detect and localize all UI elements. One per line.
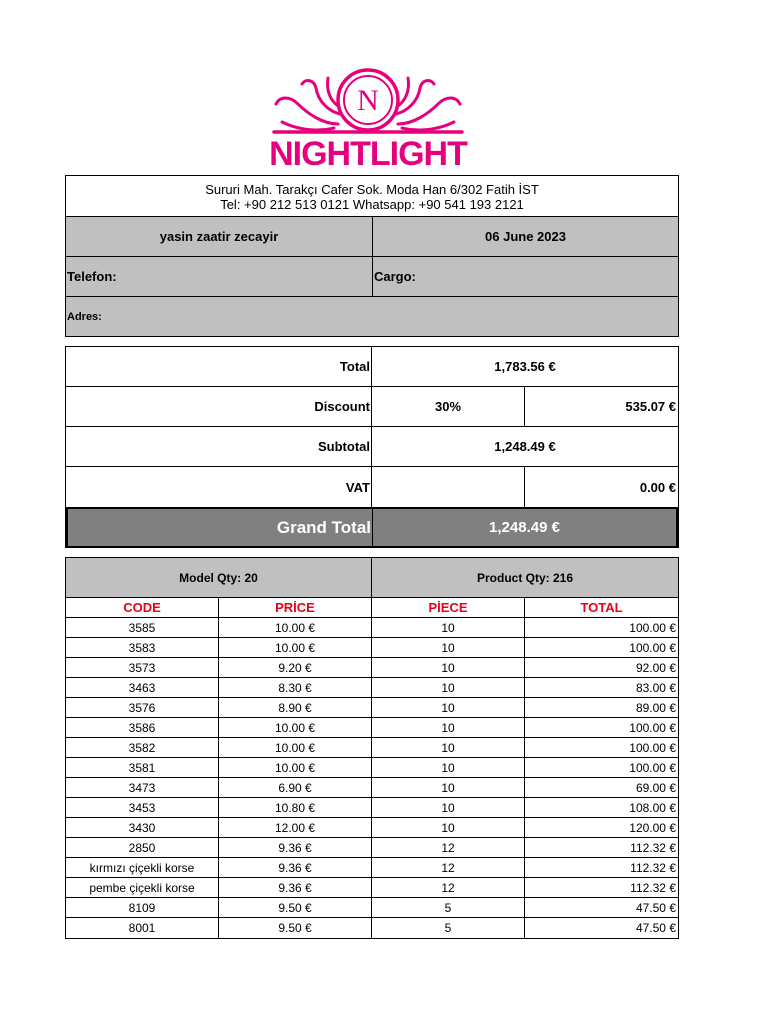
- col-total: TOTAL: [580, 600, 623, 615]
- table-row: [66, 678, 678, 698]
- item-code: 3576: [66, 698, 219, 717]
- item-piece: 10: [372, 618, 525, 637]
- table-row: [66, 838, 678, 858]
- discount-row: [66, 387, 678, 427]
- item-total: 100.00 €: [629, 720, 676, 735]
- item-piece: 10: [372, 698, 525, 717]
- item-price: 10.00 €: [219, 618, 372, 637]
- item-price: 8.30 €: [219, 678, 372, 697]
- item-code: 3585: [66, 618, 219, 637]
- table-row: [66, 878, 678, 898]
- item-code: 3582: [66, 738, 219, 757]
- table-row: [66, 898, 678, 918]
- item-price: 8.90 €: [219, 698, 372, 717]
- grand-total-value: 1,248.49 €: [489, 519, 560, 536]
- table-row: [66, 918, 678, 938]
- item-price: 9.36 €: [219, 878, 372, 897]
- total-label: Total: [66, 347, 372, 386]
- item-code: 3453: [66, 798, 219, 817]
- item-total: 83.00 €: [635, 680, 676, 695]
- subtotal-value: 1,248.49 €: [494, 439, 556, 454]
- item-piece: 12: [372, 858, 525, 877]
- item-total: 69.00 €: [635, 780, 676, 795]
- item-piece: 12: [372, 838, 525, 857]
- table-row: [66, 658, 678, 678]
- item-code: 3581: [66, 758, 219, 777]
- totals-table: [65, 346, 679, 548]
- item-total: 47.50 €: [635, 921, 676, 935]
- table-row: [66, 758, 678, 778]
- item-piece: 5: [372, 898, 525, 917]
- col-code: CODE: [66, 598, 219, 617]
- item-price: 12.00 €: [219, 818, 372, 837]
- discount-percent: 30%: [372, 387, 525, 426]
- company-contact: Tel: +90 212 513 0121 Whatsapp: +90 541 193 2121: [220, 197, 524, 212]
- column-header-row: [66, 598, 678, 618]
- table-row: [66, 718, 678, 738]
- table-row: [66, 818, 678, 838]
- vat-value: 0.00 €: [639, 479, 676, 495]
- item-code: 3573: [66, 658, 219, 677]
- company-address: Sururi Mah. Tarakçı Cafer Sok. Moda Han 6/302 Fatih İST: [205, 182, 539, 197]
- item-code: 8001: [66, 918, 219, 938]
- grand-total-row: [66, 507, 678, 548]
- item-piece: 10: [372, 818, 525, 837]
- grand-total-label: Grand Total: [68, 509, 373, 546]
- item-total: 100.00 €: [629, 640, 676, 655]
- item-price: 10.00 €: [219, 638, 372, 657]
- col-price: PRİCE: [219, 598, 372, 617]
- discount-label: Discount: [66, 387, 372, 426]
- discount-value: 535.07 €: [625, 399, 676, 414]
- table-row: [66, 638, 678, 658]
- item-piece: 10: [372, 778, 525, 797]
- subtotal-label: Subtotal: [66, 427, 372, 466]
- item-price: 9.50 €: [219, 898, 372, 917]
- item-total: 112.32 €: [630, 880, 676, 895]
- item-piece: 5: [372, 918, 525, 938]
- item-price: 9.36 €: [219, 858, 372, 877]
- cargo-label: Cargo:: [372, 256, 679, 297]
- item-piece: 10: [372, 638, 525, 657]
- qty-summary-row: [66, 558, 678, 598]
- item-code: kırmızı çiçekli korse: [66, 858, 219, 877]
- item-total: 120.00 €: [629, 820, 676, 835]
- invoice-date: 06 June 2023: [372, 216, 679, 257]
- item-total: 112.32 €: [630, 860, 676, 875]
- vat-blank: [372, 467, 525, 507]
- vat-label: VAT: [66, 467, 372, 507]
- item-piece: 12: [372, 878, 525, 897]
- item-price: 10.80 €: [219, 798, 372, 817]
- address-label: Adres:: [65, 296, 679, 337]
- item-piece: 10: [372, 798, 525, 817]
- brand-logo: [268, 66, 468, 172]
- item-total: 112.32 €: [630, 840, 676, 855]
- table-row: [66, 698, 678, 718]
- item-piece: 10: [372, 678, 525, 697]
- item-code: 3463: [66, 678, 219, 697]
- item-code: 3473: [66, 778, 219, 797]
- item-code: pembe çiçekli korse: [66, 878, 219, 897]
- item-price: 10.00 €: [219, 718, 372, 737]
- item-price: 10.00 €: [219, 758, 372, 777]
- total-row: [66, 347, 678, 387]
- model-qty: Model Qty: 20: [66, 558, 372, 597]
- item-total: 100.00 €: [629, 740, 676, 755]
- table-row: [66, 858, 678, 878]
- item-code: 3430: [66, 818, 219, 837]
- item-piece: 10: [372, 718, 525, 737]
- product-qty: Product Qty: 216: [476, 570, 574, 585]
- item-price: 6.90 €: [219, 778, 372, 797]
- item-price: 9.50 €: [219, 918, 372, 938]
- invoice-header: [65, 175, 679, 337]
- item-total: 92.00 €: [635, 660, 676, 675]
- item-total: 100.00 €: [629, 620, 676, 635]
- item-piece: 10: [372, 738, 525, 757]
- item-total: 100.00 €: [629, 760, 676, 775]
- col-piece: PİECE: [372, 598, 525, 617]
- subtotal-row: [66, 427, 678, 467]
- phone-label: Telefon:: [65, 256, 373, 297]
- vat-row: [66, 467, 678, 507]
- item-code: 2850: [66, 838, 219, 857]
- logo-initial: N: [357, 84, 379, 117]
- item-code: 8109: [66, 898, 219, 917]
- item-code: 3583: [66, 638, 219, 657]
- table-row: [66, 738, 678, 758]
- table-row: [66, 618, 678, 638]
- item-rows: [66, 618, 678, 938]
- item-total: 47.50 €: [635, 900, 676, 915]
- customer-name: yasin zaatir zecayir: [65, 216, 373, 257]
- items-table: [65, 557, 679, 939]
- item-price: 9.20 €: [219, 658, 372, 677]
- item-piece: 10: [372, 658, 525, 677]
- item-total: 108.00 €: [629, 800, 676, 815]
- table-row: [66, 778, 678, 798]
- item-piece: 10: [372, 758, 525, 777]
- item-code: 3586: [66, 718, 219, 737]
- logo-wordmark: NIGHTLIGHT: [269, 135, 467, 173]
- total-value: 1,783.56 €: [494, 359, 556, 374]
- item-price: 10.00 €: [219, 738, 372, 757]
- table-row: [66, 798, 678, 818]
- company-info: [66, 176, 678, 216]
- item-price: 9.36 €: [219, 838, 372, 857]
- item-total: 89.00 €: [635, 700, 676, 715]
